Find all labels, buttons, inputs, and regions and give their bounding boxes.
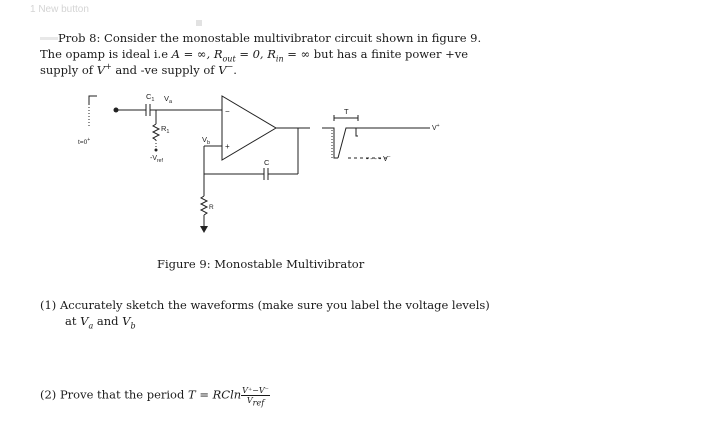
sup-minus: − <box>226 62 234 72</box>
math-rin: = 0, R <box>235 47 276 61</box>
label-va: $V_a$ <box>164 94 173 105</box>
label-vplus: V+ <box>432 123 440 132</box>
ground-arrow <box>200 226 208 233</box>
label-c: C <box>264 158 270 167</box>
problem-line-2 <box>40 46 495 62</box>
q2-den-v: V <box>246 396 253 405</box>
r1-zigzag <box>153 124 159 140</box>
label-c1: $C_1$ <box>146 92 155 103</box>
sub-out: out <box>222 54 236 64</box>
label-vminus: - - - - V− <box>366 154 391 163</box>
problem-text-1: Consider the monostable multivibrator circuit shown in figure 9. <box>104 31 482 45</box>
math-vminus: V <box>218 63 227 77</box>
q2-fraction <box>241 386 270 408</box>
question-2 <box>40 386 270 408</box>
ghost-header-text: 1 New button <box>30 4 89 15</box>
question-1 <box>40 297 510 329</box>
problem-text-3c: and -ve supply of <box>111 63 219 77</box>
problem-text-3e: . <box>233 63 237 77</box>
input-node-dot <box>114 108 119 113</box>
label-r: R <box>209 204 214 211</box>
label-vref: $-V_{ref}$ <box>150 155 163 164</box>
waveform-step <box>356 128 358 136</box>
monostable-circuit-diagram <box>70 88 450 248</box>
label-opamp-minus: − <box>225 107 230 116</box>
q1-va: V <box>80 314 89 328</box>
problem-text-2e: but has a finite power +ve <box>310 47 469 61</box>
r-zigzag <box>201 196 207 215</box>
label-r1: $R_1$ <box>161 124 170 135</box>
q1-and: and <box>93 314 123 328</box>
math-vplus: V <box>96 63 106 77</box>
q2-den-sub: ref <box>252 398 265 408</box>
sub-in: in <box>275 54 284 64</box>
opamp-triangle <box>222 96 276 160</box>
q2-numerator: V⁺−V⁻ <box>242 386 269 395</box>
problem-text-2a: The opamp is ideal i.e <box>40 47 172 61</box>
problem-label: Prob 8: <box>58 31 101 45</box>
problem-line-1 <box>40 30 495 46</box>
problem-line-3 <box>40 62 495 78</box>
question-1-line-2 <box>40 313 510 329</box>
waveform-left-edge <box>322 128 338 158</box>
question-1-line-1: (1) Accurately sketch the waveforms (make sure you label the voltage levels) <box>40 298 490 312</box>
q1-vb-sub: b <box>130 321 136 331</box>
label-opamp-plus: + <box>225 142 230 151</box>
label-period-T: T <box>344 107 349 116</box>
q2-formula: T = RCln <box>188 387 242 402</box>
problem-statement <box>40 30 495 78</box>
math-a-rout: A = ∞, R <box>171 47 223 61</box>
q1-at: at <box>65 314 81 328</box>
q1-va-sub: a <box>88 321 94 331</box>
math-infinity: = ∞ <box>283 47 311 61</box>
problem-text-3a: supply of <box>40 63 97 77</box>
trigger-pulse-top <box>89 96 97 104</box>
vref-node-dot <box>155 149 158 152</box>
label-t0: t=0+ <box>78 137 91 146</box>
q1-vb: V <box>122 314 131 328</box>
label-vb: $V_b$ <box>202 135 211 146</box>
q2-denominator <box>241 396 270 408</box>
waveform-recovery <box>338 128 430 158</box>
sup-plus: + <box>105 62 112 72</box>
ghost-square <box>196 20 202 26</box>
q2-text: (2) Prove that the period <box>40 387 188 402</box>
figure-caption: Figure 9: Monostable Multivibrator <box>157 257 365 271</box>
